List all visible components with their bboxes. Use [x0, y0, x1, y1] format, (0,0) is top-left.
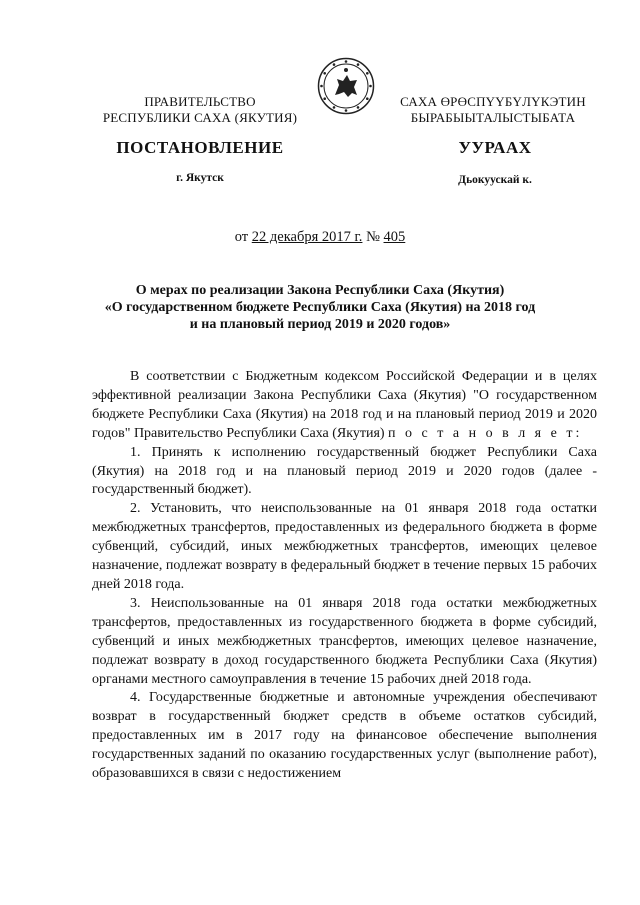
paragraph-1: 1. Принять к исполнению государственный бюджет Республики Саха (Якутия) на 2018 год и на плановый период 2019 и 2020 годов (далее - государственный бюджет). — [92, 444, 597, 498]
resolve-word: п о с т а н о в л я е т: — [388, 425, 583, 441]
header-right-line2: БЫРАБЫЫТАЛЫСТЫБАТА — [410, 110, 576, 125]
header-left-line2: РЕСПУБЛИКИ САХА (ЯКУТИЯ) — [102, 110, 298, 125]
title-line2: «О государственном бюджете Республики Саха (Якутия) на 2018 год — [104, 300, 536, 315]
date-line — [0, 229, 640, 246]
doc-type-sah: УУРААХ — [458, 138, 532, 157]
paragraph-2: 2. Установить, что неиспользованные на 01 января 2018 года остатки межбюджетных трансфертов, предоставленных из федерального бюджета в форме субвенций, субсидий, иных межбюджетных трансфертов, имеющих целевое назначение, подлежат возврату в федеральный бюджет в течение первых 15 рабочих дней 2018 года. — [92, 501, 597, 592]
paragraph-3: 3. Неиспользованные на 01 января 2018 года остатки межбюджетных трансфертов, предоставленных из государственного бюджета в форме субсидий, субвенций и иных межбюджетных трансфертов, имеющих целевое назначение, подлежат возврату в доход государственного бюджета Республики Саха (Якутия) органами местного самоуправления в течение 15 рабочих дней 2018 года. — [92, 595, 597, 687]
intro-paragraph — [92, 368, 597, 444]
header-left-line1: ПРАВИТЕЛЬСТВО — [144, 94, 256, 109]
intro-text: В соответствии с Бюджетным кодексом Российской Федерации и в целях эффективной реализации Закона Республики Саха (Якутия) "О государственном бюджете Республики Саха (Якутия) на 2018 год и на плановый период 2019 и 2020 годов" Правительство Республики Саха (Якутия) — [92, 369, 597, 441]
title-line1: О мерах по реализации Закона Республики Саха (Якутия) — [135, 283, 505, 298]
document-title — [0, 282, 640, 333]
paragraph-4: 4. Государственные бюджетные и автономные учреждения обеспечивают возврат в государственный бюджет средств в объеме остатков субсидий, предоставленных им в 2017 году на финансовое обеспечение выполнения государственных заданий по оказанию государственных услуг (выполнение работ), образовавшихся в связи с недостижением — [92, 690, 597, 782]
date-prefix: от — [234, 229, 252, 245]
document-date: 22 декабря 2017 г. — [251, 229, 363, 245]
city-sah: Дьокуускай к. — [458, 174, 532, 186]
document-body — [92, 368, 597, 784]
document-number: 405 — [383, 229, 406, 245]
doc-type-ru: ПОСТАНОВЛЕНИЕ — [116, 138, 284, 157]
header-right — [388, 94, 598, 126]
title-line3: и на плановый период 2019 и 2020 годов» — [189, 317, 451, 332]
number-sign: № — [362, 229, 384, 245]
header-right-line1: САХА ӨРӨСПҮҮБҮЛҮКЭТИН — [400, 94, 586, 109]
header-left — [100, 94, 300, 126]
coat-of-arms-emblem — [317, 57, 375, 115]
city-ru: г. Якутск — [176, 172, 224, 184]
